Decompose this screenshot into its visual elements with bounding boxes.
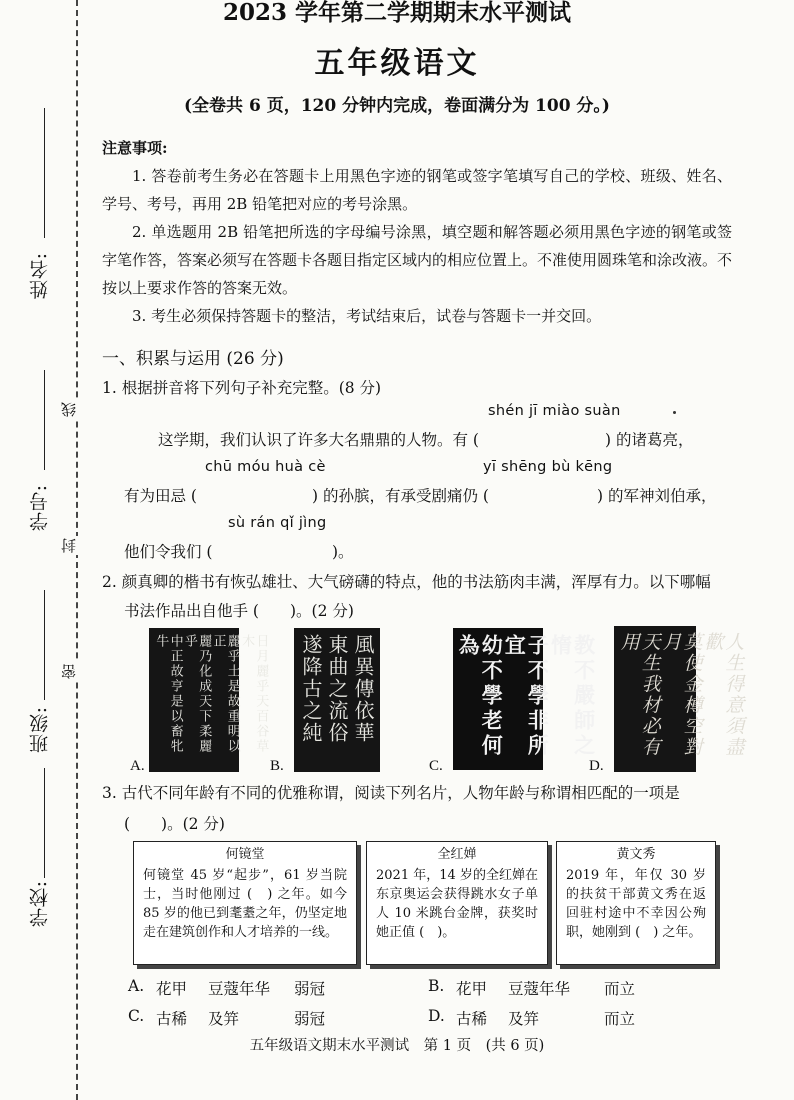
class-label: 班级: bbox=[29, 706, 51, 754]
calligraphy-column: 幼不學老何為 bbox=[456, 634, 505, 759]
calligraphy-image-a[interactable] bbox=[149, 628, 269, 772]
option-letter: B. bbox=[428, 977, 445, 995]
calligraphy-column: 東曲之流俗 bbox=[325, 634, 349, 744]
option-term-2: 及笄 bbox=[208, 1010, 240, 1028]
calligraphy-column: 風異傳依華 bbox=[351, 634, 375, 744]
q1-line1-before: 这学期，我们认识了许多大名鼎鼎的人物。有 ( bbox=[158, 431, 479, 449]
page-footer: 五年级语文期末水平测试 第 1 页 (共 6 页) bbox=[249, 1038, 545, 1054]
card-text: 何镜堂 45 岁“起步”，61 岁当院士，当时他刚过 ( ) 之年。如今 85 岁的他已到耄耋之年，仍坚定地走在建筑创作和人才培养的一线。 bbox=[143, 868, 347, 940]
calligraphy-column: 莫使金樽空對月 bbox=[659, 632, 703, 758]
id-label: 学号: bbox=[29, 484, 51, 532]
q2-stem-line1: 2. 颜真卿的楷书有恢弘雄壮、大气磅礴的特点，他的书法筋肉丰满，浑厚有力。以下哪幅 bbox=[102, 573, 711, 591]
q1-line3-b: )。 bbox=[332, 543, 354, 561]
q1-line3-a: 他们令我们 ( bbox=[124, 543, 213, 561]
option-term-2: 豆蔻年华 bbox=[208, 980, 271, 998]
option-term-1: 花甲 bbox=[156, 980, 188, 998]
seal-word-line: 线 bbox=[60, 402, 78, 417]
subject-title: 五年级语文 bbox=[314, 46, 480, 81]
q2-option-letter-c: C. bbox=[429, 758, 443, 774]
class-write-line bbox=[44, 590, 45, 700]
q1-pinyin-1: shén jī miào suàn bbox=[488, 403, 621, 419]
q3-stem-line2: ( )。(2 分) bbox=[124, 815, 225, 833]
name-card-quan-hongchan bbox=[366, 841, 548, 965]
calligraphy-column: 遂降古之純 bbox=[299, 634, 323, 744]
calligraphy-column: 人生得意須盡歡 bbox=[701, 632, 745, 758]
option-letter: D. bbox=[428, 1007, 445, 1025]
option-term-2: 豆蔻年华 bbox=[508, 980, 571, 998]
card-text: 2019 年，年仅 30 岁的扶贫干部黄文秀在返回驻村途中不幸因公殉职，她刚到 ( ) 之年。 bbox=[566, 868, 706, 940]
notes-item: 2. 单选题用 2B 铅笔把所选的字母编号涂黑，填空题和解答题必须用黑色字迹的钢笔或签字笔作答，答案必须写在答题卡各题目指定区域内的相应位置上。不准使用圆珠笔和涂改液。不按以上要求作答的答案无效。 bbox=[102, 223, 733, 297]
q1-stem: 1. 根据拼音将下列句子补充完整。(8 分) bbox=[102, 379, 382, 397]
q1-pinyin-3: yī shēng bù kēng bbox=[483, 459, 613, 475]
id-write-line bbox=[44, 370, 45, 470]
calligraphy-column: 麗乃化成天下柔麗乎 bbox=[181, 634, 212, 754]
calligraphy-column: 麗乎土是故重明以正 bbox=[210, 634, 240, 754]
q2-stem-line2: 书法作品出自他手 ( )。(2 分) bbox=[124, 602, 354, 620]
name-write-line bbox=[44, 108, 45, 238]
option-letter: A. bbox=[128, 977, 145, 995]
section-heading: 一、积累与运用 (26 分) bbox=[102, 349, 284, 369]
option-term-3: 而立 bbox=[604, 980, 636, 998]
q2-option-letter-a: A. bbox=[130, 758, 145, 774]
option-term-3: 而立 bbox=[604, 1010, 636, 1028]
q1-line2-c: ) 的军神刘伯承， bbox=[597, 487, 717, 505]
option-term-1: 古稀 bbox=[156, 1010, 188, 1028]
option-term-3: 弱冠 bbox=[294, 980, 326, 998]
q1-line2-b: ) 的孙膑，有承受剧痛仍 ( bbox=[312, 487, 489, 505]
option-letter: C. bbox=[128, 1007, 145, 1025]
q1-pinyin-4: sù rán qǐ jìng bbox=[228, 515, 327, 531]
option-term-1: 花甲 bbox=[456, 980, 488, 998]
name-label: 姓名: bbox=[29, 252, 51, 300]
q2-option-letter-d: D. bbox=[589, 758, 604, 774]
q2-option-letter-b: B. bbox=[270, 758, 284, 774]
card-text: 2021 年，14 岁的全红婵在东京奥运会获得跳水女子单人 10 米跳台金牌，获奖时她正值 ( )。 bbox=[376, 868, 538, 940]
q3-option-b[interactable] bbox=[428, 977, 636, 998]
notes-block bbox=[102, 134, 732, 330]
card-name: 何镜堂 bbox=[225, 847, 265, 862]
calligraphy-column: 教不嚴師之惰 bbox=[548, 634, 597, 759]
option-term-2: 及笄 bbox=[508, 1010, 540, 1028]
exam-info: (全卷共 6 页，120 分钟内完成，卷面满分为 100 分。) bbox=[184, 96, 610, 116]
q3-option-a[interactable] bbox=[128, 977, 326, 998]
seal-word-seal: 封 bbox=[60, 538, 78, 553]
calligraphy-image-b[interactable] bbox=[294, 628, 380, 772]
q3-option-c[interactable] bbox=[128, 1007, 326, 1028]
calligraphy-image-c[interactable] bbox=[453, 628, 597, 770]
name-card-huang-wenxiu bbox=[556, 841, 716, 965]
q1-pinyin-2: chū móu huà cè bbox=[205, 459, 326, 475]
calligraphy-column: 天生我材必有用 bbox=[617, 632, 661, 758]
name-card-he-jingtang bbox=[133, 841, 357, 965]
calligraphy-column: 日月麗乎天百谷草木 bbox=[239, 634, 269, 754]
q1-line2-a: 有为田忌 ( bbox=[124, 487, 197, 505]
option-term-3: 弱冠 bbox=[294, 1010, 326, 1028]
seal-word-secret: 密 bbox=[60, 664, 78, 679]
school-label: 学校: bbox=[29, 880, 51, 928]
q1-line1-after: ) 的诸葛亮， bbox=[605, 431, 694, 449]
q3-stem-line1: 3. 古代不同年龄有不同的优雅称谓，阅读下列名片，人物年龄与称谓相匹配的一项是 bbox=[102, 784, 680, 802]
notes-item: 1. 答卷前考生务必在答题卡上用黑色字迹的钢笔或签字笔填写自己的学校、班级、姓名、学号、考号，再用 2B 铅笔把对应的考号涂黑。 bbox=[102, 167, 732, 213]
scan-dot bbox=[673, 411, 676, 414]
option-term-1: 古稀 bbox=[456, 1010, 488, 1028]
calligraphy-column: 中正故亨是以畜牝牛 bbox=[153, 634, 183, 754]
notes-item: 3. 考生必须保持答题卡的整洁，考试结束后，试卷与答题卡一并交回。 bbox=[132, 307, 602, 325]
school-write-line bbox=[44, 768, 45, 878]
calligraphy-column: 子不學非所宜 bbox=[502, 634, 551, 759]
calligraphy-image-d[interactable] bbox=[614, 626, 745, 772]
notes-title: 注意事项: bbox=[102, 139, 168, 157]
card-name: 全红婵 bbox=[437, 847, 477, 862]
q3-option-d[interactable] bbox=[428, 1007, 636, 1028]
exam-title: 2023 学年第二学期期末水平测试 bbox=[222, 0, 572, 26]
card-name: 黄文秀 bbox=[616, 847, 656, 862]
